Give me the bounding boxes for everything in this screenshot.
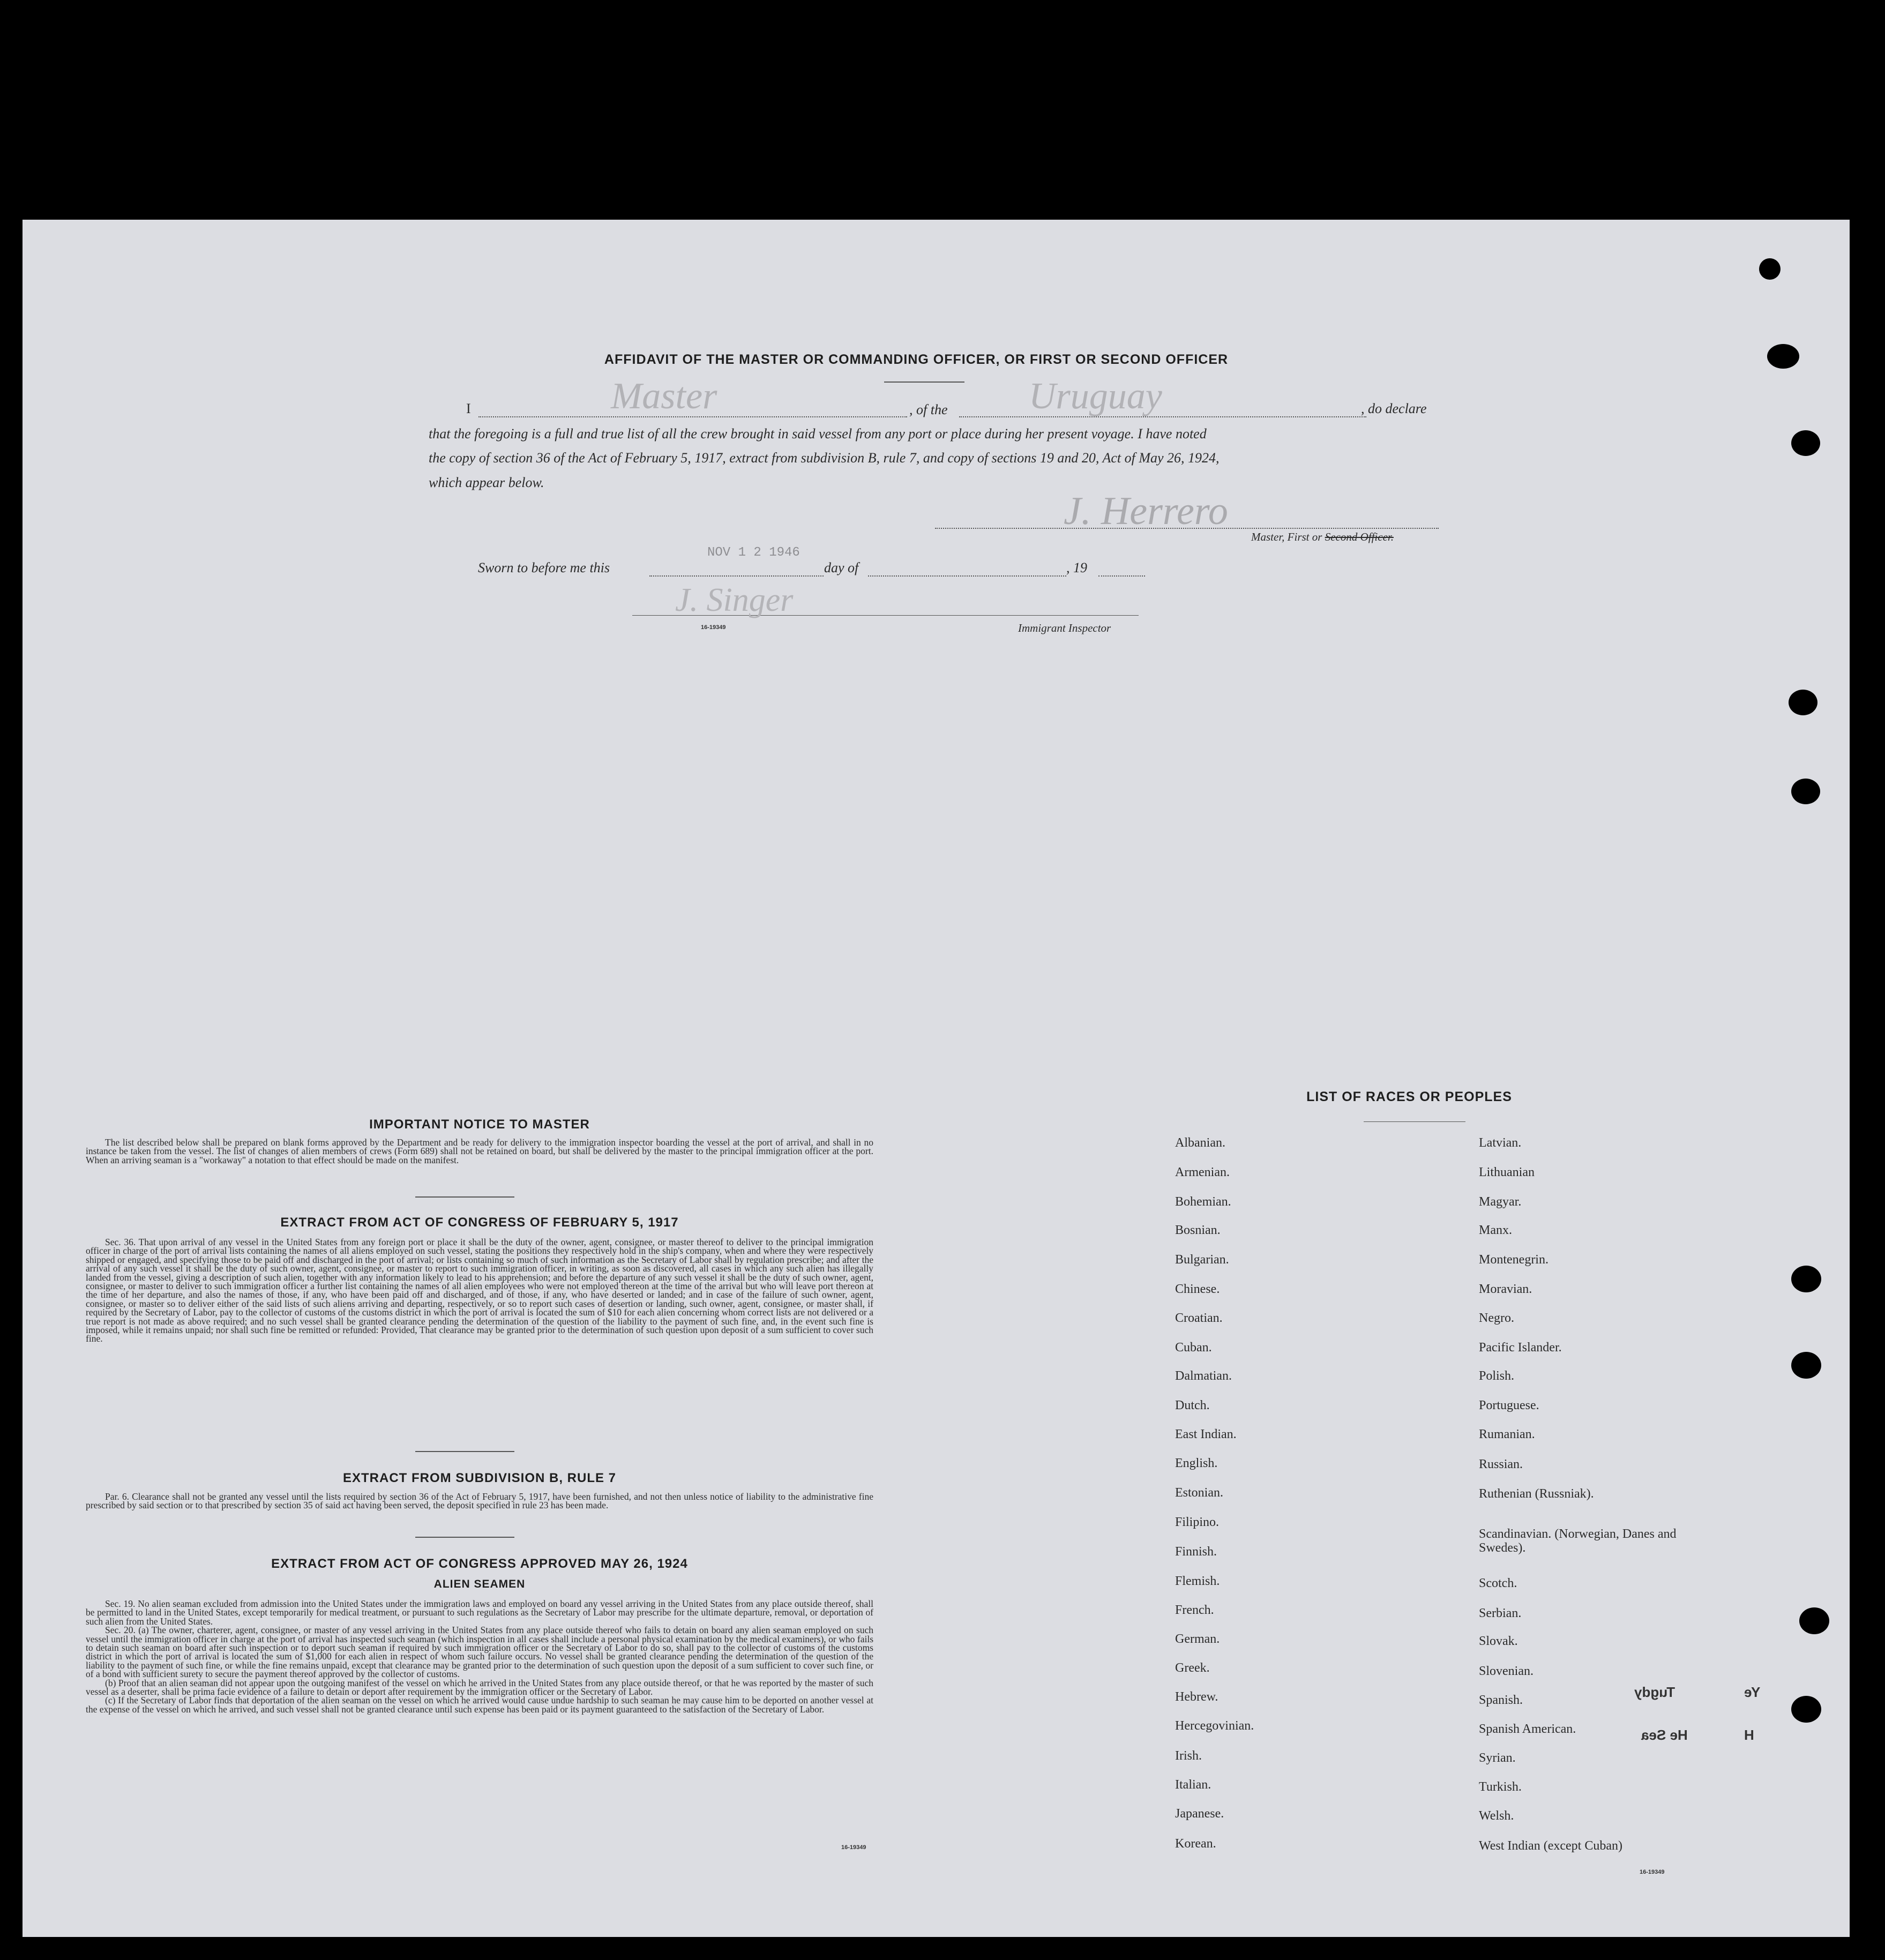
sec-20a-paragraph: Sec. 20. (a) The owner, charterer, agent, consignee, or master of any vessel arriving in the United States from any place outside thereof who fails to detain on board any alien seaman employed on such vessel until the immigration officer in charge at the port of arrival has inspected such seaman (which inspection in all cases shall include a personal physical examination by the medical examiners), or who fails to detain such seaman on board after such inspection or to deport such seaman if required by such immigration officer or the Secretary of Labor to do so, shall pay to the collector of customs of the customs district in which the port of arrival is located the sum of $1,000 for each alien in respect of whom such failure occurs. No vessel shall be granted clearance pending the determination of the question of the liability to the payment of such fine, or while the fine remains unpaid, except that clearance may be granted prior to the determination of such question upon the deposit of a sum sufficient to cover such fine, or of a bond with sufficient surety to secure the payment thereof approved by the collector of customs. (86, 1625, 873, 1680)
punch-hole (1791, 1696, 1821, 1723)
race-item: West Indian (except Cuban) (1479, 1839, 1622, 1853)
divider (415, 1196, 514, 1198)
race-item: English. (1175, 1456, 1218, 1470)
extract-1917-title: EXTRACT FROM ACT OF CONGRESS OF FEBRUARY 5, 1917 (280, 1215, 679, 1230)
race-item: Polish. (1479, 1369, 1515, 1383)
race-item: Latvian. (1479, 1136, 1522, 1150)
master-caption-prefix: Master, First or (1251, 530, 1322, 543)
race-item: Serbian. (1479, 1606, 1522, 1620)
inspector-signature: J. Singer (675, 582, 794, 618)
rule-7-text (86, 1492, 873, 1510)
notice-title: IMPORTANT NOTICE TO MASTER (369, 1117, 590, 1132)
race-item: Turkish. (1479, 1780, 1522, 1794)
race-item: Greek. (1175, 1661, 1210, 1675)
race-item: Magyar. (1479, 1195, 1522, 1209)
extract-1917-text (86, 1238, 873, 1343)
year-label: , 19 (1066, 560, 1087, 575)
punch-hole (1791, 430, 1820, 456)
day-of-label: day of (824, 560, 859, 575)
master-caption-struck: Second Officer. (1325, 530, 1394, 543)
race-item: Slovak. (1479, 1634, 1518, 1648)
sworn-date-stamp: NOV 1 2 1946 (707, 545, 800, 560)
race-item: Estonian. (1175, 1486, 1223, 1500)
vessel-handwritten: Uruguay (1029, 376, 1162, 417)
punch-hole (1791, 779, 1820, 804)
sec-36-paragraph: Sec. 36. That upon arrival of any vessel in the United States from any foreign port or place it shall be the duty of the owner, agent, consignee, or master thereof to deliver to the principal immigration officer in charge of the port of arrival lists containing the names of all aliens employed on such vessel, stating the positions they respectively hold in the ship's company, when and where they were respectively shipped or engaged, and specifying those to be paid off and discharged in the port of arrival; or lists containing so much of such information as the Secretary of Labor shall by regulation prescribe; and after the arrival of any such vessel it shall be the duty of such owner, agent, consignee, or master to report to such immigration officer, in writing, as soon as discovered, all cases in which any such alien has illegally landed from the vessel, giving a description of such alien, together with any information likely to lead to his apprehension; and before the departure of any such vessel it shall be the duty of such owner, agent, consignee, or master to deliver to such immigration officer a further list containing the names of all alien employees who were not employed thereon at the time of the arrival but who will leave port thereon at the time of her departure, and also the names of those, if any, who have been paid off and discharged, and of those, if any, who have deserted or landed; and in case of the failure of such owner, agent, consignee, or master so to deliver either of the said lists of such aliens arriving and departing, respectively, or so to report such cases of desertion or landing, such owner, agent, consignee, or master shall, if required by the Secretary of Labor, pay to the collector of customs of the customs district in which the port of arrival is located the sum of $10 for each alien concerning whom correct lists are not delivered or a true report is not made as above required; and no such vessel shall be granted clearance pending the determination of the question of the liability to the payment of such fine, and, in the event such fine is imposed, while it remains unpaid; nor shall such fine be remitted or refunded: Provided, That clearance may be granted prior to the determination of such question upon deposit of a sum sufficient to cover such fine. (86, 1237, 873, 1344)
bleed-through-text (1744, 1727, 1754, 1744)
affidavit-body-line1: that the foregoing is a full and true list of all the crew brought in said vessel from any port or place during her present voyage. I have noted (429, 426, 1207, 442)
inspector-caption: Immigrant Inspector (1018, 622, 1111, 634)
alien-seamen-subtitle: ALIEN SEAMEN (433, 1578, 526, 1590)
bleed-through-text (1641, 1727, 1688, 1744)
race-item: Syrian. (1479, 1751, 1516, 1765)
affidavit-form-number: 16-19349 (701, 624, 726, 631)
sec-19-paragraph: Sec. 19. No alien seaman excluded from admission into the United States under the immigration laws and employed on board any vessel arriving in the United States from any place outside thereof, shall be permitted to land in the United States, except temporarily for medical treatment, or pursuant to such regulations as the Secretary of Labor may prescribe for the ultimate departure, removal, or deportation of such alien from the United States. (86, 1598, 873, 1627)
extract-1924-text (86, 1599, 873, 1714)
race-item: Hercegovinian. (1175, 1719, 1254, 1733)
divider (415, 1451, 514, 1452)
bleed-word: He Sea (1641, 1727, 1688, 1743)
race-item: Hebrew. (1175, 1690, 1218, 1704)
race-item: Moravian. (1479, 1282, 1532, 1296)
extract-1924-title: EXTRACT FROM ACT OF CONGRESS APPROVED MAY 26, 1924 (271, 1557, 688, 1571)
race-item: Scandinavian. (Norwegian, Danes and Swedes). (1479, 1527, 1677, 1555)
vessel-blank (959, 416, 1366, 417)
rule-7-title: EXTRACT FROM SUBDIVISION B, RULE 7 (342, 1471, 617, 1485)
race-item: Bulgarian. (1175, 1253, 1229, 1267)
affidavit-body-line3: which appear below. (429, 475, 544, 490)
sec-20c-paragraph: (c) If the Secretary of Labor finds that deportation of the alien seaman on the vessel on which he arrived would cause undue hardship to such seaman he may cause him to be deported on another vessel at the expense of the vessel on which he arrived, and such vessel shall not be granted clearance until such expense has been paid or its payment guaranteed to the satisfaction of the Secretary of Labor. (86, 1695, 873, 1715)
race-item: Japanese. (1175, 1807, 1224, 1821)
race-item: Flemish. (1175, 1574, 1220, 1588)
race-item: Spanish. (1479, 1693, 1523, 1707)
sec-20b-paragraph: (b) Proof that an alien seaman did not appear upon the outgoing manifest of the vessel on which he arrived in the United States from any place outside thereof, or that he was reported by the master of such vessel as a deserter, shall be prima facie evidence of a failure to detain or deport after requirement by the immigration officer or the Secretary of Labor. (86, 1677, 873, 1697)
race-item: Croatian. (1175, 1311, 1223, 1325)
par-6-paragraph: Par. 6. Clearance shall not be granted any vessel until the lists required by section 36 of the Act of February 5, 1917, have been furnished, and not then unless notice of liability to the administrative fine prescribed by said section or to that prescribed by section 35 of said act having been served, the deposit specified in rule 23 has been made. (86, 1491, 873, 1511)
sworn-label: Sworn to before me this (478, 560, 610, 575)
race-item: Bosnian. (1175, 1223, 1221, 1237)
affidavit-i: I (466, 401, 471, 416)
race-item: Russian. (1479, 1457, 1523, 1471)
race-item: Welsh. (1479, 1809, 1514, 1823)
race-item: Cuban. (1175, 1341, 1212, 1355)
bleed-through-text (1744, 1684, 1760, 1701)
race-item: Rumanian. (1479, 1427, 1535, 1441)
race-item: Lithuanian (1479, 1165, 1535, 1179)
race-item: Chinese. (1175, 1282, 1220, 1296)
affidavit-title: AFFIDAVIT OF THE MASTER OR COMMANDING OFFICER, OR FIRST OR SECOND OFFICER (604, 352, 1229, 367)
bleed-through-text (1634, 1684, 1675, 1701)
race-item: Finnish. (1175, 1545, 1217, 1559)
bleed-word: Tugdy (1634, 1684, 1675, 1700)
do-declare-label: , do declare (1361, 401, 1427, 416)
race-item: Armenian. (1175, 1165, 1230, 1179)
divider (1364, 1121, 1465, 1122)
race-item: Dutch. (1175, 1398, 1210, 1412)
of-the-label: , of the (909, 402, 948, 417)
punch-hole (1791, 1352, 1821, 1379)
bleed-word: Ye (1744, 1684, 1761, 1700)
notice-form-number: 16-19349 (841, 1844, 866, 1851)
race-item: French. (1175, 1603, 1214, 1617)
punch-hole (1767, 344, 1799, 369)
race-item: Bohemian. (1175, 1195, 1231, 1209)
divider (415, 1537, 514, 1538)
notice-paragraph: The list described below shall be prepared on blank forms approved by the Department and be ready for delivery to the immigration inspector boarding the vessel at the port of arrival, and shall in no instance be taken from the vessel. The list of changes of alien members of crews (Form 689) shall not be retained on board, but shall be delivered by the master to the principal immigration officer at the port. When an arriving seaman is a "workaway" a notation to that effect should be made on the manifest. (86, 1137, 873, 1165)
divider (884, 381, 964, 383)
affidavit-body-line2: the copy of section 36 of the Act of February 5, 1917, extract from subdivision B, rule 7, and copy of sections 19 and 20, Act of May 26, 1924, (429, 450, 1220, 466)
sworn-month-blank (868, 575, 1066, 577)
race-item: Negro. (1479, 1311, 1514, 1325)
master-caption (1251, 530, 1394, 544)
race-item: Manx. (1479, 1223, 1512, 1237)
race-item: Ruthenian (Russniak). (1479, 1487, 1594, 1501)
punch-hole (1759, 258, 1781, 280)
races-form-number: 16-19349 (1640, 1869, 1665, 1875)
notice-text (86, 1138, 873, 1164)
race-item: Irish. (1175, 1749, 1202, 1763)
race-item: Spanish American. (1479, 1722, 1576, 1736)
punch-hole (1789, 690, 1817, 715)
punch-hole (1791, 1266, 1821, 1292)
race-item: East Indian. (1175, 1427, 1237, 1441)
sworn-year-blank (1098, 575, 1145, 577)
race-item: Slovenian. (1479, 1664, 1534, 1678)
race-item: Montenegrin. (1479, 1253, 1549, 1267)
punch-hole (1799, 1607, 1829, 1634)
race-item: Filipino. (1175, 1515, 1220, 1529)
sworn-day-blank (649, 575, 824, 577)
race-item: Italian. (1175, 1778, 1211, 1792)
race-item: Korean. (1175, 1837, 1216, 1851)
race-item: German. (1175, 1632, 1220, 1646)
name-handwritten: Master (611, 376, 717, 417)
master-signature: J. Herrero (1064, 489, 1228, 533)
race-item: Dalmatian. (1175, 1369, 1232, 1383)
bleed-word: H (1744, 1727, 1754, 1743)
race-item: Portuguese. (1479, 1398, 1539, 1412)
race-item: Pacific Islander. (1479, 1341, 1562, 1355)
race-item: Scotch. (1479, 1576, 1517, 1590)
race-item: Albanian. (1175, 1136, 1225, 1150)
races-title: LIST OF RACES OR PEOPLES (1306, 1089, 1512, 1104)
